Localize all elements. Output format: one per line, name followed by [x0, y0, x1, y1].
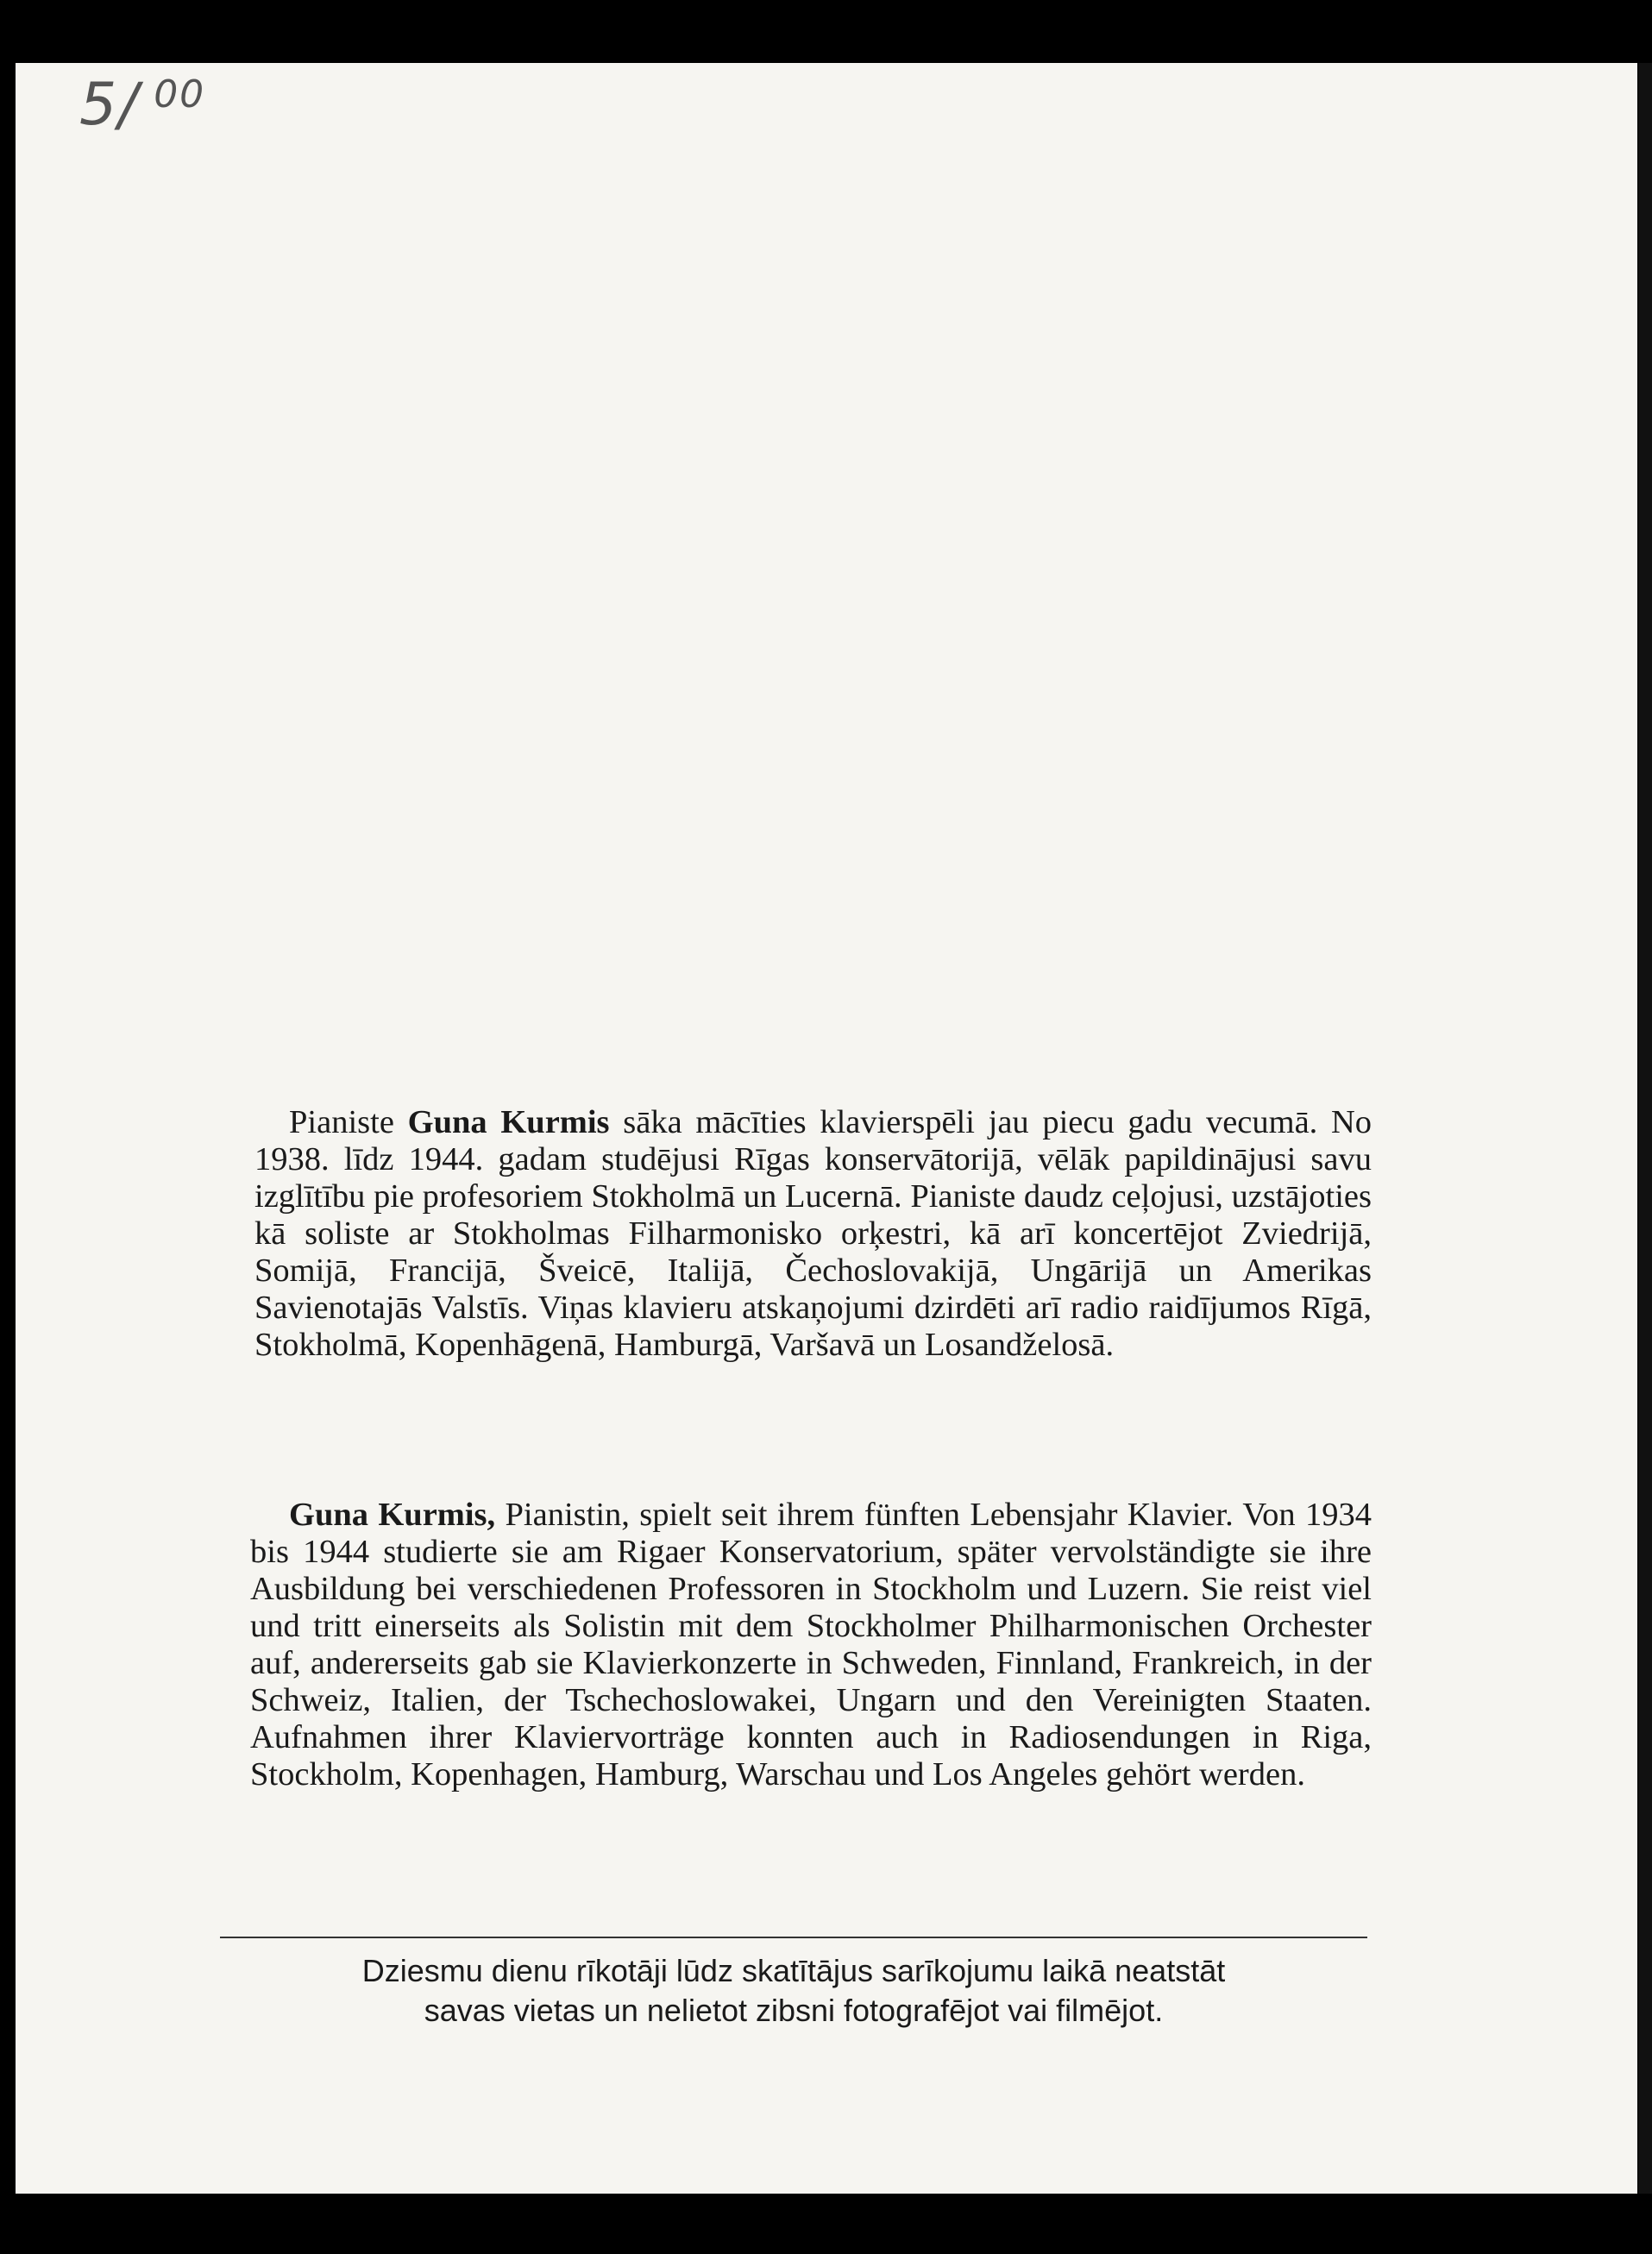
- latvian-artist-name: Guna Kurmis: [407, 1104, 610, 1140]
- latvian-biography-text: sāka mācīties klavierspēli jau piecu gadu vecumā. No 1938. līdz 1944. gadam studējusi Rīgas konservātorijā, vēlāk papildinājusi savu izglītību pie profesoriem Stokholmā un Lucernā. Pianiste daudz ceļojusi, uzstājoties kā soliste ar Stokholmas Filharmonisko orķestri, kā arī koncertējot Zviedrijā, Somijā, Francijā, Šveicē, Italijā, Čechoslovakijā, Ungārijā un Amerikas Savienotajās Valstīs. Viņas klavieru atskaņojumi dzirdēti arī radio raidījumos Rīgā, Stokholmā, Kopenhāgenā, Hamburgā, Varšavā un Losandželosā.: [254, 1104, 1372, 1363]
- german-artist-name: Guna Kurmis,: [289, 1497, 496, 1533]
- latvian-prefix: Pianiste: [289, 1104, 394, 1140]
- notice-line-2: savas vietas un nelietot zibsni fotografējot vai filmējot.: [424, 1993, 1164, 2028]
- notice-line-1: Dziesmu dienu rīkotāji lūdz skatītājus sarīkojumu laikā neatstāt: [361, 1953, 1226, 1988]
- handwritten-note: [79, 71, 205, 139]
- notice-divider-line: [220, 1937, 1367, 1938]
- handwritten-note-main: 5/: [79, 71, 141, 139]
- scan-edge-strip: [1638, 63, 1652, 2194]
- german-biography-paragraph: [250, 1497, 1372, 1793]
- handwritten-note-superscript: 00: [154, 72, 206, 116]
- latvian-biography-paragraph: [254, 1104, 1372, 1364]
- german-biography-text: Pianistin, spielt seit ihrem fünften Lebensjahr Klavier. Von 1934 bis 1944 studierte sie am Rigaer Konservatorium, später vervolständigte sie ihre Ausbildung bei verschiedenen Professoren in Stockholm und Luzern. Sie reist viel und tritt einerseits als Solistin mit dem Stockholmer Philharmonischen Orchester auf, andererseits gab sie Klavierkonzerte in Schweden, Finnland, Frankreich, in der Schweiz, Italien, der Tschechoslowakei, Ungarn und den Vereinigten Staaten. Aufnahmen ihrer Klaviervorträge konnten auch in Radiosendungen in Riga, Stockholm, Kopenhagen, Hamburg, Warschau und Los Angeles gehört werden.: [250, 1497, 1372, 1793]
- audience-notice: [220, 1951, 1367, 2031]
